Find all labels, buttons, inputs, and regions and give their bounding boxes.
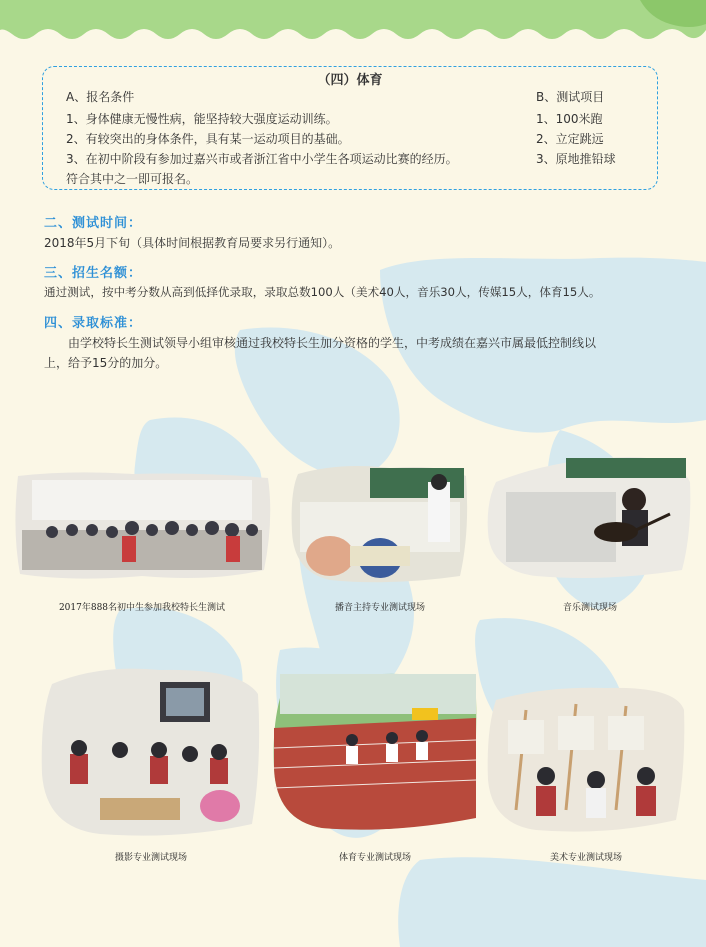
- caption-art: 美术专业测试现场: [549, 853, 622, 863]
- test-item: 3、原地推铅球: [536, 152, 616, 166]
- requirement-item: 2、有较突出的身体条件，具有某一运动项目的基础。: [66, 132, 350, 146]
- requirement-item: 1、身体健康无慢性病，能坚持较大强度运动训练。: [66, 112, 338, 126]
- section-admission-line1: 由学校特长生测试领导小组审核通过我校特长生加分资格的学生，中考成绩在嘉兴市属最低控制线以: [68, 336, 597, 350]
- test-item: 2、立定跳远: [536, 132, 604, 146]
- section-test-time-text: 2018年5月下旬（具体时间根据教育局要求另行通知）。: [44, 236, 341, 250]
- section-admission-title: 四、录取标准：: [44, 316, 143, 331]
- box-title: （四）体育: [317, 73, 383, 88]
- caption-music: 音乐测试现场: [562, 603, 617, 613]
- test-item: 1、100米跑: [536, 112, 603, 126]
- caption-sports: 体育专业测试现场: [338, 853, 411, 863]
- photo-broadcast-test: [290, 462, 470, 586]
- photo-art-test: [486, 680, 686, 836]
- requirement-note: 符合其中之一即可报名。: [66, 172, 199, 186]
- requirement-item: 3、在初中阶段有参加过嘉兴市或者浙江省中小学生各项运动比赛的经历。: [66, 152, 458, 166]
- section-test-time-title: 二、测试时间：: [44, 216, 143, 231]
- section-admission-line2: 上，给予15分的加分。: [44, 356, 168, 370]
- requirements-heading: A、报名条件: [66, 90, 135, 104]
- test-items-heading: B、测试项目: [536, 90, 605, 104]
- caption-broadcast: 播音主持专业测试现场: [334, 603, 425, 613]
- section-quota-text: 通过测试，按中考分数从高到低择优录取，录取总数100人（美术40人，音乐30人，传媒15人，体育15人。: [44, 285, 601, 299]
- photo-photography-test: [40, 664, 262, 840]
- section-quota-title: 三、招生名额：: [44, 266, 143, 281]
- photo-hallway-students: [12, 470, 274, 582]
- photo-sports-test: [272, 668, 478, 834]
- caption-hallway: 2017年888名初中生参加我校特长生测试: [58, 603, 226, 613]
- caption-photography: 摄影专业测试现场: [114, 853, 187, 863]
- photo-music-test: [486, 452, 692, 582]
- top-scalloped-band: [0, 0, 706, 48]
